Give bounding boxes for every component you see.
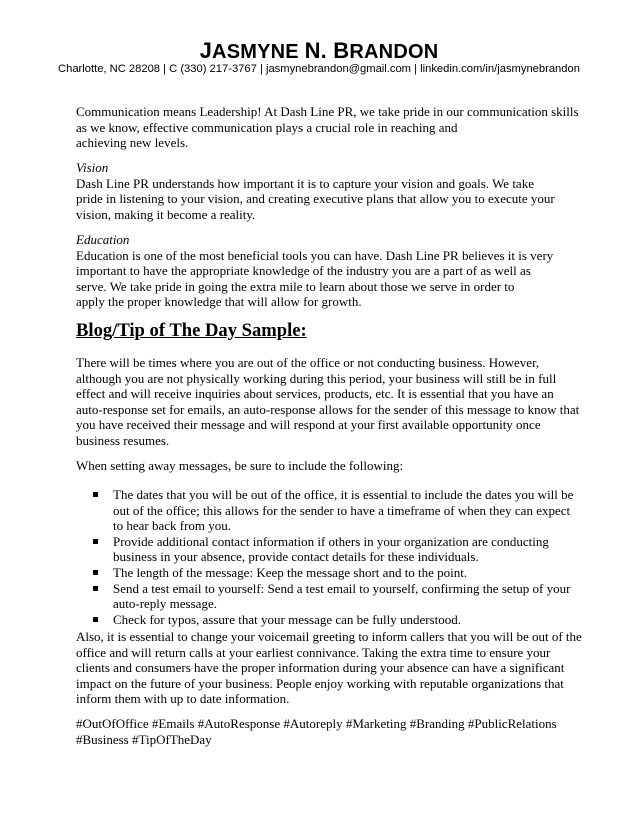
- vision-section: [76, 160, 576, 222]
- text-line: to hear back from you.: [113, 518, 232, 534]
- square-bullet-icon: [93, 570, 98, 575]
- square-bullet-icon: [93, 617, 98, 622]
- text-line: There will be times where you are out of the office or not conducting business. However,: [76, 355, 540, 370]
- blog-heading: Blog/Tip of The Day Sample:: [76, 320, 307, 341]
- square-bullet-icon: [93, 539, 98, 544]
- text-line: Check for typos, assure that your message can be fully understood.: [113, 611, 462, 627]
- square-bullet-icon: [93, 586, 98, 591]
- text-line: office and will return calls at your earliest connivance. Taking the extra time to ensure your: [76, 644, 551, 660]
- text-line: as we know, effective communication plays a crucial role in reaching and: [76, 119, 458, 135]
- text-line: Send a test email to yourself: Send a test email to yourself, confirming the setup of your: [113, 580, 571, 596]
- list-item: [93, 565, 593, 581]
- education-title: Education: [76, 232, 130, 247]
- text-line: important to have the appropriate knowledge of the industry you are a part of as well as: [76, 263, 531, 279]
- name-initial: J: [199, 38, 213, 63]
- hashtag-line: #Business #TipOfTheDay: [76, 731, 212, 747]
- candidate-name: [0, 38, 638, 64]
- text-line: out of the office; this allows for the sender to have a timeframe of when they can expect: [113, 502, 571, 518]
- square-bullet-icon: [93, 492, 98, 497]
- text-line: inform them with up to date information.: [76, 691, 290, 707]
- list-item: [93, 534, 593, 565]
- name-part: ASMYNE: [212, 41, 305, 63]
- blog-paragraph-1: [76, 355, 580, 449]
- name-initial: N. B: [304, 38, 350, 63]
- name-part: RANDON: [349, 41, 439, 63]
- text-line: business resumes.: [76, 432, 170, 448]
- text-line: serve. We take pride in going the extra mile to learn about those we serve in order to: [76, 278, 515, 294]
- text-line: The length of the message: Keep the message short and to the point.: [113, 564, 468, 580]
- text-line: Education is one of the most beneficial tools you can have. Dash Line PR believes it is very: [76, 247, 554, 263]
- text-line: although you are not physically working during this period, your business will still be in full: [76, 370, 557, 386]
- list-item: [93, 487, 593, 534]
- contact-line: Charlotte, NC 28208 | C (330) 217-3767 | jasmynebrandon@gmail.com | linkedin.com/in/jasmynebrandon: [58, 63, 580, 75]
- text-line: Also, it is essential to change your voicemail greeting to inform callers that you will be out of the: [76, 629, 582, 644]
- text-line: The dates that you will be out of the office, it is essential to include the dates you will be: [113, 487, 574, 502]
- intro-paragraph: [76, 104, 579, 151]
- list-item: [93, 581, 593, 612]
- text-line: Communication means Leadership! At Dash Line PR, we take pride in our communication skills: [76, 104, 579, 119]
- hashtag-line: #OutOfOffice #Emails #AutoResponse #Autoreply #Marketing #Branding #PublicRelations: [76, 716, 557, 731]
- blog-paragraph-2: [76, 458, 576, 474]
- text-line: business in your absence, provide contact details for these individuals.: [113, 549, 479, 565]
- text-line: Provide additional contact information if others in your organization are conducting: [113, 533, 549, 549]
- text-line: you have received their message and will respond at your first available opportunity once: [76, 417, 541, 433]
- text-line: vision, making it become a reality.: [76, 206, 256, 222]
- text-line: clients and consumers have the proper information during your absence can have a significant: [76, 660, 565, 676]
- text-line: achieving new levels.: [76, 135, 189, 151]
- text-line: When setting away messages, be sure to include the following:: [76, 458, 404, 473]
- text-line: effect and will receive inquiries about services, products, etc. It is essential that you have an: [76, 386, 554, 402]
- education-section: [76, 232, 576, 310]
- hashtags: [76, 716, 576, 747]
- list-item: [93, 612, 593, 628]
- text-line: impact on the future of your business. People enjoy working with reputable organizations that: [76, 675, 564, 691]
- text-line: auto-response set for emails, an auto-response allows for the sender of this message to know that: [76, 401, 580, 417]
- blog-paragraph-3: [76, 629, 582, 707]
- text-line: apply the proper knowledge that will allow for growth.: [76, 294, 362, 310]
- vision-title: Vision: [76, 160, 109, 175]
- text-line: auto-reply message.: [113, 596, 217, 612]
- text-line: Dash Line PR understands how important it is to capture your vision and goals. We take: [76, 175, 534, 191]
- bullet-list: [93, 487, 593, 627]
- text-line: pride in listening to your vision, and creating executive plans that allow you to execute your: [76, 191, 555, 207]
